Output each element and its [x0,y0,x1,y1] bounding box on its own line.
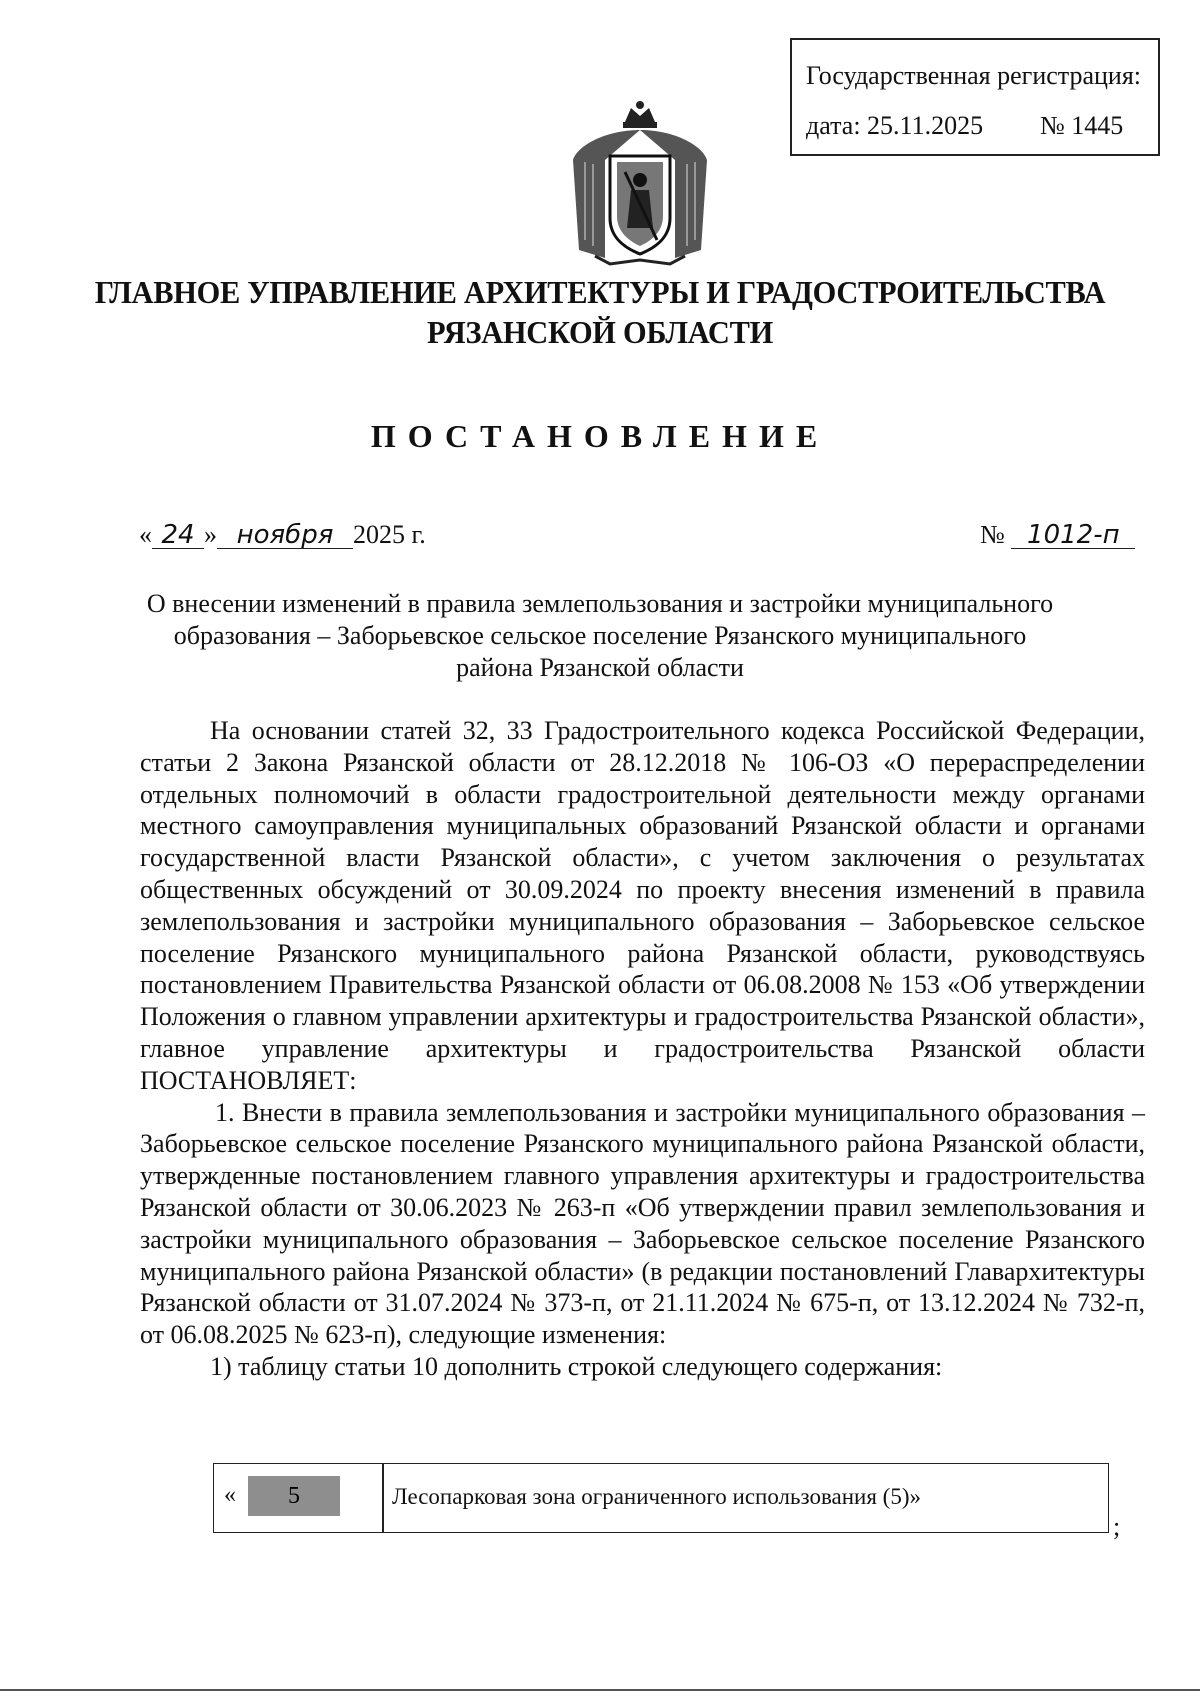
document-body [140,715,1145,1383]
organization-name [87,272,1113,352]
coat-of-arms-icon [565,100,715,268]
registration-title: Государственная регистрация: [806,61,1142,90]
registration-stamp [790,38,1160,156]
preamble-paragraph: На основании статей 32, 33 Градостроительного кодекса Российской Федерации, статьи 2 Закона Рязанской области от 28.12.2018 № 106-ОЗ «О перераспределении отдельных полномочий в области градостроительной деятельности между органами местного самоуправления муниципальных образований Рязанской области и органами государственной власти Рязанской области», с учетом заключения о результатах общественных обсуждений от 30.09.2024 по проекту внесения изменений в правила землепользования и застройки муниципального образования – Заборьевское сельское поселение Рязанского муниципального района Рязанской области, руководствуясь постановлением Правительства Рязанской области от 06.08.2008 № 153 «Об утверждении Положения о главном управлении архитектуры и градостроительства Рязанской области», главное управление архитектуры и градостроительства Рязанской области ПОСТАНОВЛЯЕТ: [140,716,1145,1095]
item-1-paragraph: 1. Внести в правила землепользования и застройки муниципального образования – Заборьевское сельское поселение Рязанского муниципального района Рязанской области, утвержденные постановлением главного управления архитектуры и градостроительства Рязанской области от 30.06.2023 № 263-п «Об утверждении правил землепользования и застройки муниципального образования – Заборьевское сельское поселение Рязанского муниципального района Рязанской области» (в редакции постановлений Главархитектуры Рязанской области от 31.07.2024 № 373-п, от 21.11.2024 № 675-п, от 13.12.2024 № 732-п, от 06.08.2025 № 623-п), следующие изменения: [140,1097,1145,1350]
date-open-quote: « [139,520,152,549]
subject-line2: образования – Заборьевское сельское поселение Рязанского муниципального [173,621,1027,650]
document-type: ПОСТАНОВЛЕНИЕ [370,418,830,454]
page-bottom-edge [0,1689,1200,1691]
sub-item-1-paragraph: 1) таблицу статьи 10 дополнить строкой следующего содержания: [210,1351,943,1381]
amendment-table-row [213,1463,1109,1533]
handwritten-day: 24 [152,522,204,549]
table-open-quote: « [224,1482,236,1508]
date-close-quote: » [204,520,217,549]
organization-name-line1: ГЛАВНОЕ УПРАВЛЕНИЕ АРХИТЕКТУРЫ И ГРАДОСТРОИТЕЛЬСТВА [94,274,1106,310]
subject-line1: О внесении изменений в правила землепользования и застройки муниципального [146,589,1054,618]
zone-code-cell: 5 [248,1476,340,1516]
resolution-date [139,520,426,550]
registration-number: № 1445 [1040,111,1124,140]
handwritten-month: ноября [217,522,353,549]
document-subject [140,588,1060,684]
resolution-number [980,520,1135,550]
table-column-divider [382,1464,384,1532]
zone-description-cell: Лесопарковая зона ограниченного использования (5)» [392,1484,921,1509]
subject-line3: района Рязанской области [456,653,744,682]
trailing-semicolon: ; [1113,1512,1121,1541]
number-prefix: № [980,520,1005,549]
date-year: 2025 г. [353,520,426,549]
organization-name-line2: РЯЗАНСКОЙ ОБЛАСТИ [427,314,773,350]
registration-date: дата: 25.11.2025 [806,111,984,140]
handwritten-number: 1012-п [1011,522,1135,549]
